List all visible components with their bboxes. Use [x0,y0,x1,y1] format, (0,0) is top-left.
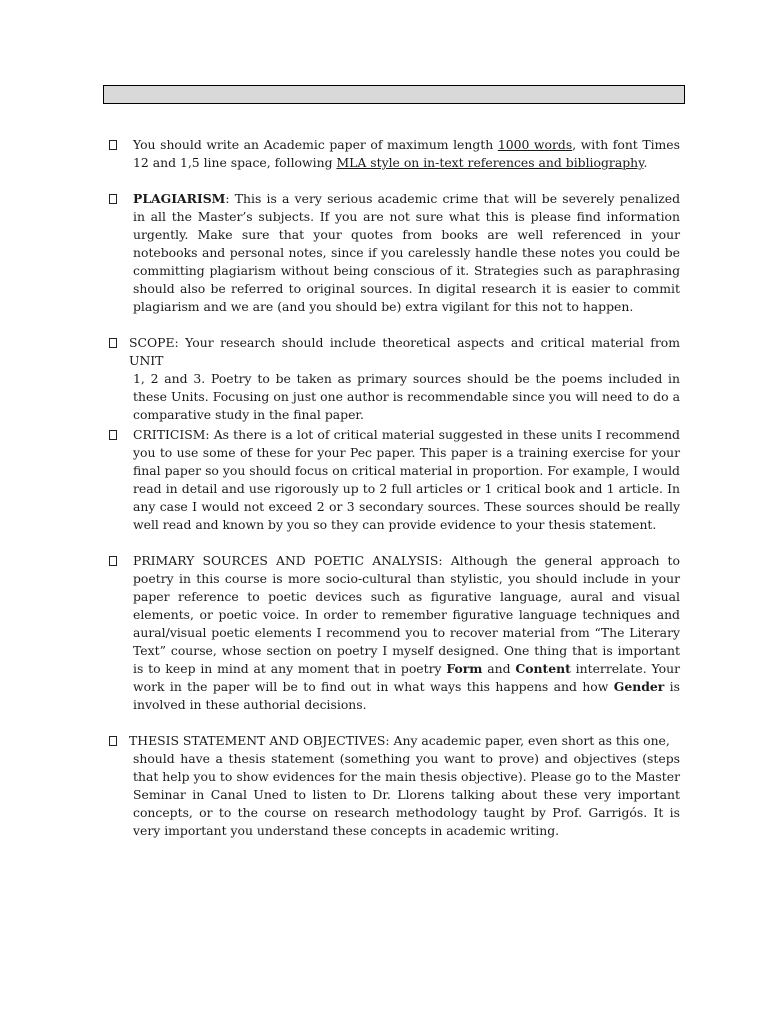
list-item-scope [103,334,680,424]
bullet-box-icon [109,338,117,348]
list-item-thesis [103,732,680,840]
paragraph-plagiarism [133,190,680,316]
text-span: . [643,155,648,170]
text-span: interrelate. Your work in the paper will be to find out in what ways this happens and how [133,661,680,694]
text-span: You should write an Academic paper of maximum length [133,137,498,152]
paragraph-length [133,136,680,172]
paragraph-criticism [133,426,680,534]
list-item-primary-sources [103,552,680,714]
paragraph-primary-sources [133,552,680,714]
paragraph-thesis [129,732,680,840]
list-item-criticism [103,426,680,534]
header-box [103,85,685,104]
bold-term: Gender [613,679,665,694]
bullet-box-icon [109,430,117,440]
mla-style-link: MLA style on in-text references and bibliography [336,155,644,170]
text-span: should have a thesis statement (something you want to prove) and objectives (steps that help you to show evidences for the main thesis objective). Please go to the Master Seminar in Canal Uned to listen to Dr. Llorens talking about these very important concepts, or to the course on research methodology taught by Prof. Garrigós. It is very important you understand these concepts in academic writing. [133,751,680,838]
plagiarism-heading: PLAGIARISM [133,191,226,206]
text-span: PRIMARY SOURCES AND POETIC ANALYSIS: Although the general approach to poetry in this course is more socio-cultural than stylistic, you should include in your paper reference to poetic devices such as figurative language, aural and visual elements, or poetic voice. In order to remember figurative language techniques and aural/visual poetic elements I recommend you to recover material from “The Literary Text” course, whose section on poetry I myself designed. One thing that is important is to keep in mind at any moment that in poetry [133,553,680,676]
list-item-length [103,136,680,172]
bold-term: Form [446,661,483,676]
list-item-plagiarism [103,190,680,316]
text-span: : This is a very serious academic crime that will be severely penalized in all the Master’s subjects. If you are not sure what this is please find information urgently. Make sure that your quotes from books are well referenced in your notebooks and personal notes, since if you carelessly handle these notes you could be committing plagiarism without being conscious of it. Strategies such as paraphrasing should also be referred to original sources. In digital research it is easier to commit plagiarism and we are (and you should be) extra vigilant for this not to happen. [133,191,680,314]
word-limit-link: 1000 words [497,137,573,152]
text-span: THESIS STATEMENT AND OBJECTIVES: Any academic paper, even short as this one, [129,733,670,748]
bullet-box-icon [109,556,117,566]
text-span: , with font Times 12 and 1,5 line space, following [133,137,680,170]
text-span: is involved in these authorial decisions. [133,679,681,712]
bullet-box-icon [109,140,117,150]
bullet-box-icon [109,736,117,746]
bold-term: Content [515,661,571,676]
text-span: SCOPE: Your research should include theoretical aspects and critical material from UNIT [129,335,680,368]
text-span: and [482,661,516,676]
paragraph-scope [129,334,680,424]
text-span: 1, 2 and 3. Poetry to be taken as primary sources should be the poems included in these Units. Focusing on just one author is recommendable since you will need to do a comparative study in the final paper. [133,371,680,422]
bullet-box-icon [109,194,117,204]
text-span: CRITICISM: As there is a lot of critical material suggested in these units I recommend you to use some of these for your Pec paper. This paper is a training exercise for your final paper so you should focus on critical material in proportion. For example, I would read in detail and use rigorously up to 2 full articles or 1 critical book and 1 article. In any case I would not exceed 2 or 3 secondary sources. These sources should be really well read and known by you so they can provide evidence to your thesis statement. [133,427,680,532]
